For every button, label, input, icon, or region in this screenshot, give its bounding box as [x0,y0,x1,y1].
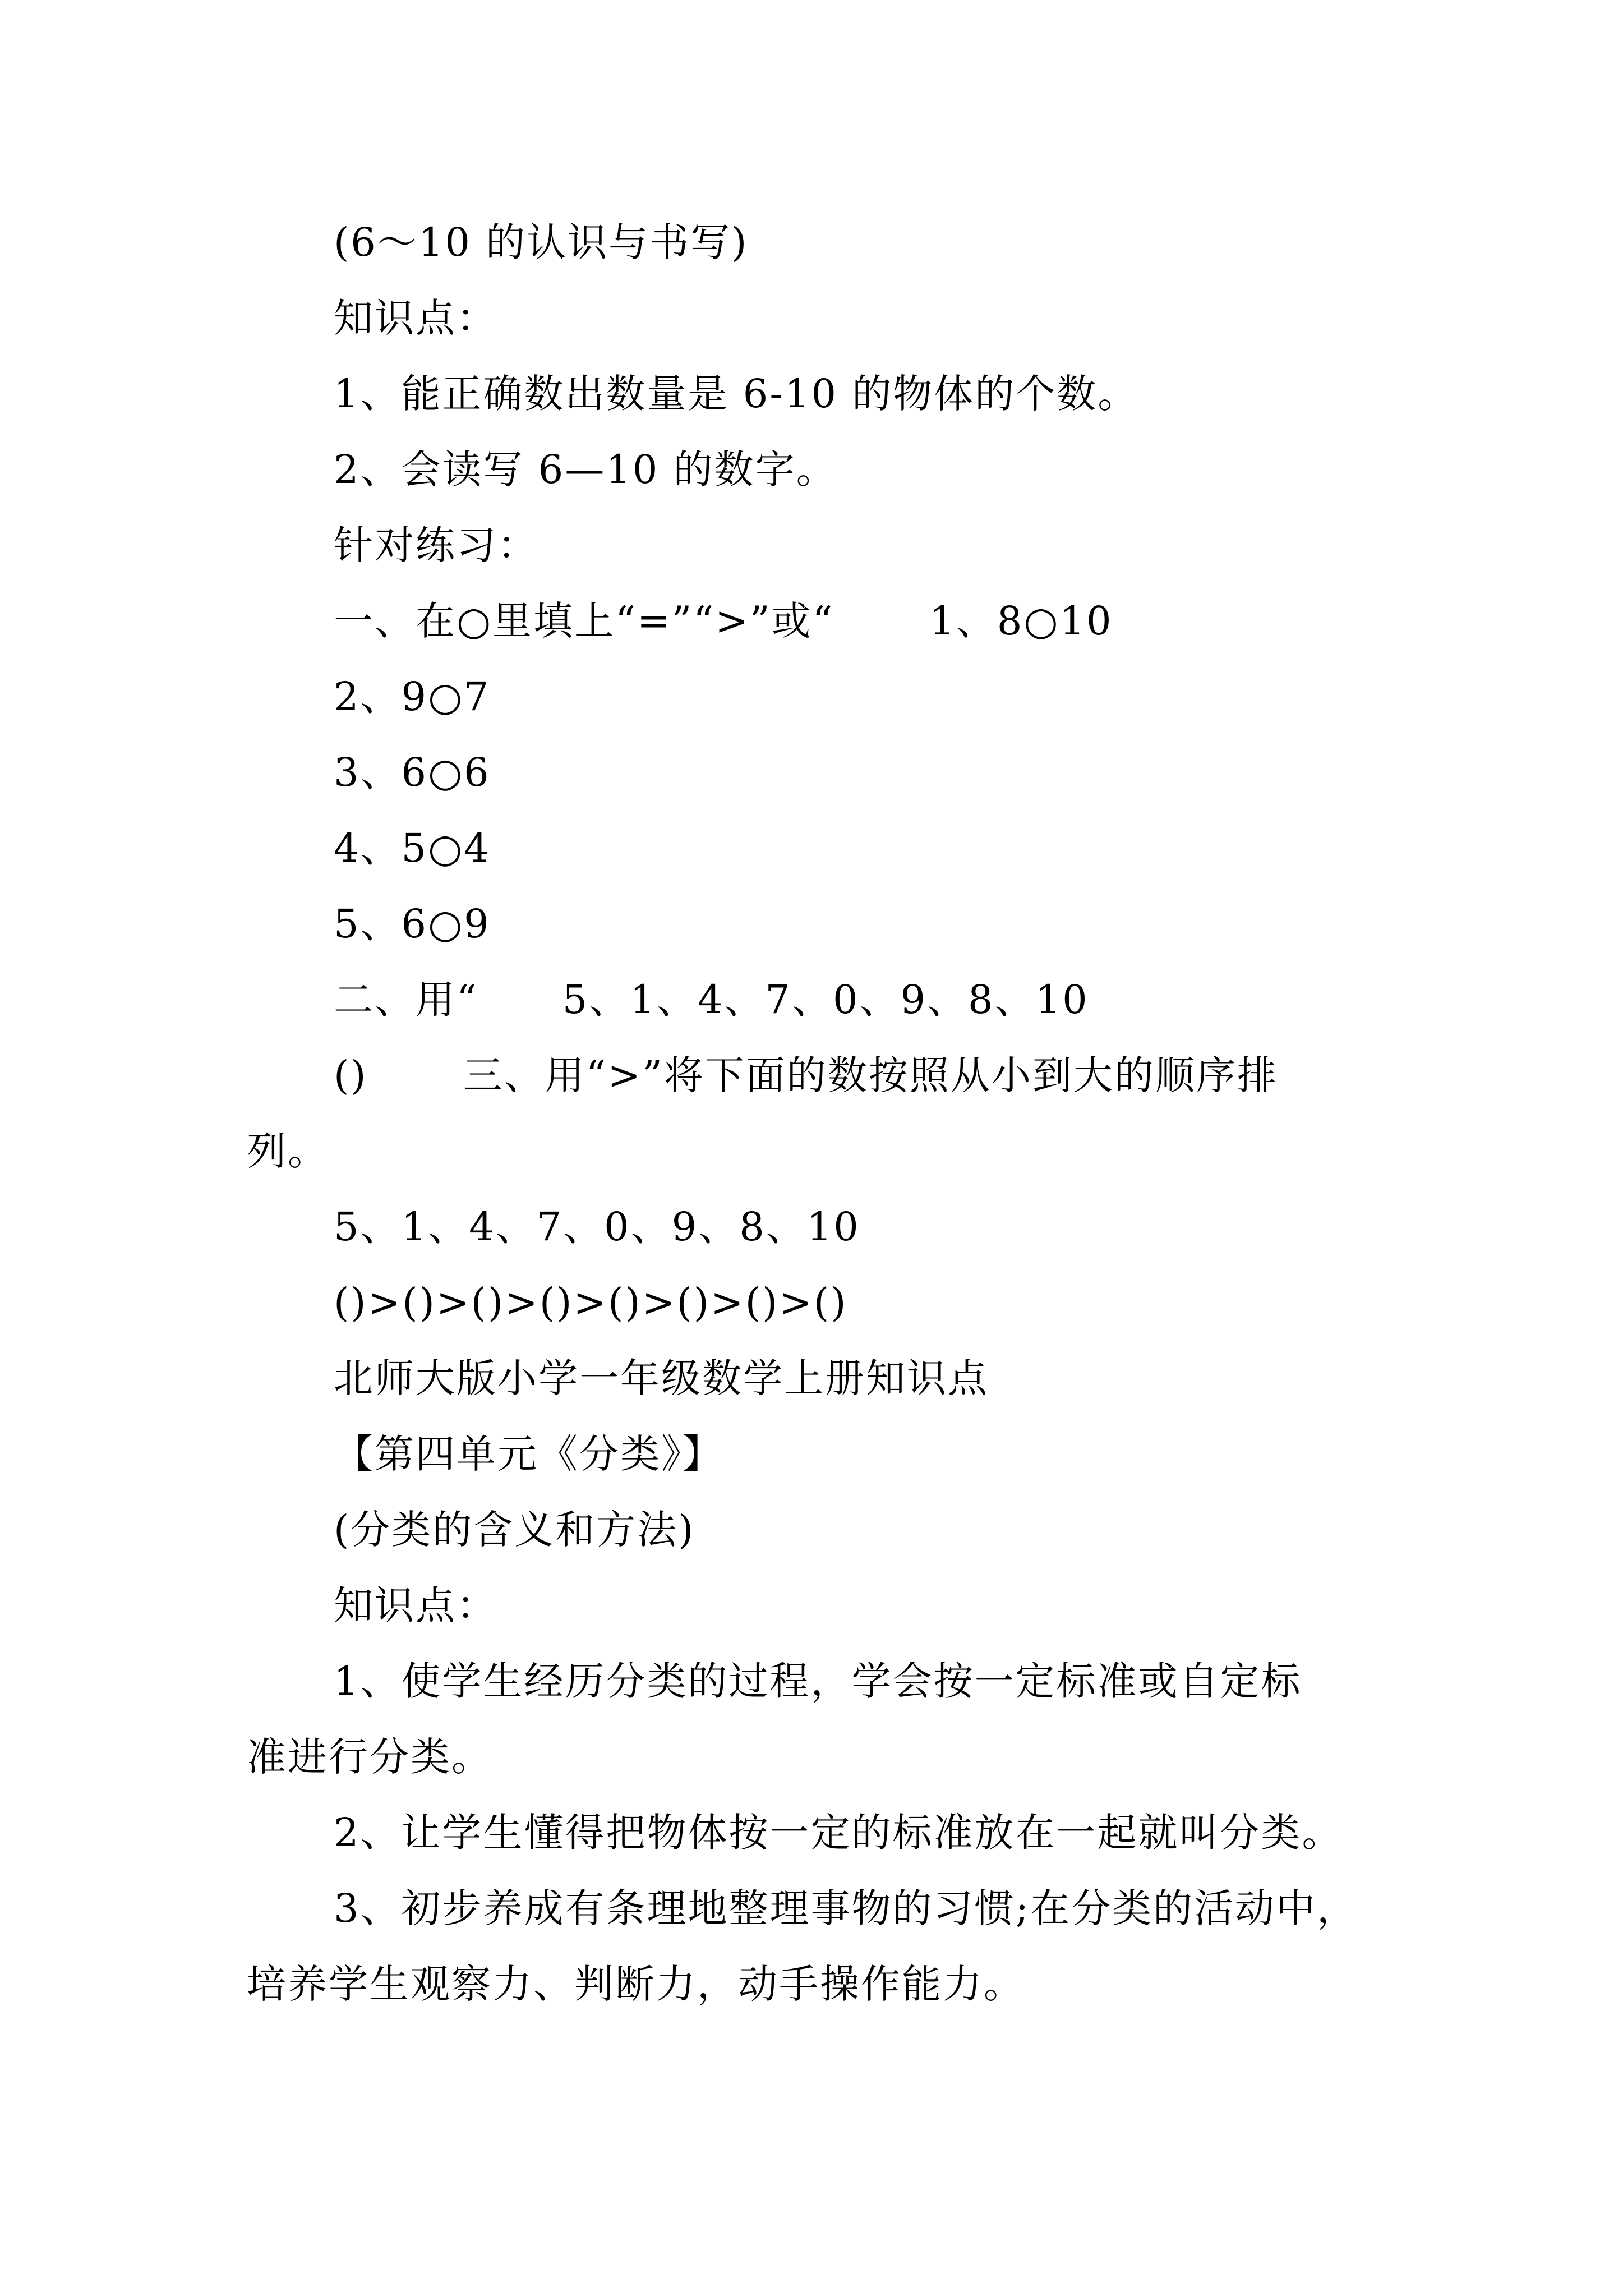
exercise3-answer-pattern: ()>()>()>()>()>()>()>() [334,1280,848,1326]
practice-heading: 针对练习： [334,522,538,568]
exercise2-blank: () [334,1052,368,1098]
exercise3-prompt-line-1: 三、用“>”将下面的数按照从小到大的顺序排 [463,1052,1278,1098]
section2-point-2: 2、让学生懂得把物体按一定的标准放在一起就叫分类。 [334,1810,1343,1856]
section2-subtitle: (分类的含义和方法) [334,1507,695,1553]
exercise1-line [334,598,1113,644]
section2-title: 北师大版小学一年级数学上册知识点 [334,1355,989,1401]
exercise1-item-3: 3、6○6 [334,749,491,795]
exercise1-item-5: 5、6○9 [334,901,491,947]
section2-point-3-line-2: 培养学生观察力、判断力，动手操作能力。 [247,1961,1025,2007]
exercise3-numbers: 5、1、4、7、0、9、8、10 [334,1204,860,1250]
exercise1-prompt: 一、在○里填上“=”“>”或“ [334,598,834,644]
exercise2-prompt: 二、用“ [334,977,478,1023]
exercise1-item-2: 2、9○7 [334,674,491,720]
section2-knowledge-heading: 知识点： [334,1582,497,1628]
exercise1-item-4: 4、5○4 [334,825,491,871]
exercise2-numbers: 5、1、4、7、0、9、8、10 [562,977,1089,1023]
exercise2-line [334,977,1089,1023]
section1-point-1: 1、能正确数出数量是 6-10 的物体的个数。 [334,371,1139,417]
section1-subtitle: (6～10 的认识与书写) [334,219,749,265]
exercise3-line-1 [334,1052,1278,1098]
section2-point-3-line-1: 3、初步养成有条理地整理事物的习惯;在分类的活动中， [334,1885,1358,1931]
section1-point-2: 2、会读写 6—10 的数字。 [334,447,837,493]
section2-point-1-line-1: 1、使学生经历分类的过程，学会按一定标准或自定标 [334,1658,1302,1704]
exercise3-prompt-line-2: 列。 [247,1128,329,1174]
section1-knowledge-heading: 知识点： [334,295,497,341]
exercise1-item-1: 1、8○10 [929,598,1113,644]
section2-point-1-line-2: 准进行分类。 [247,1734,492,1780]
section2-unit: 【第四单元《分类》】 [334,1431,723,1477]
